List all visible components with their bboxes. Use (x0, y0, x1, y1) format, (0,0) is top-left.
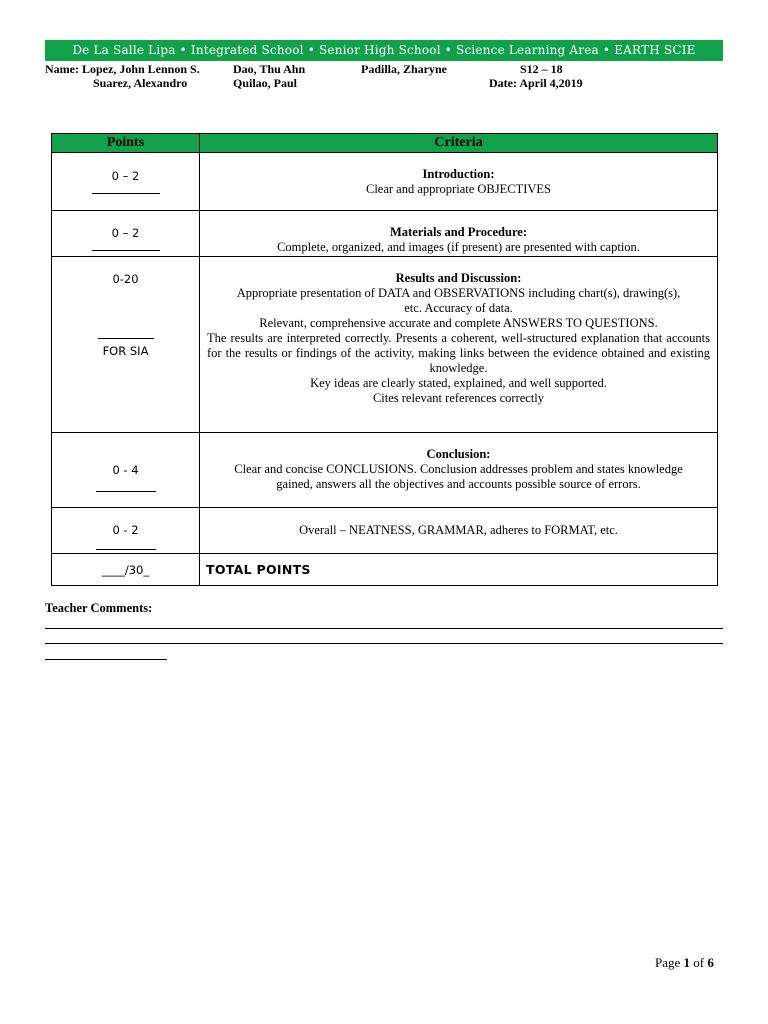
criteria-text: Complete, organized, and images (if present) are presented with caption. (277, 240, 640, 254)
member-5: Quilao, Paul (233, 76, 298, 90)
points-range: 0 - 4 (112, 463, 139, 477)
rubric-table (51, 133, 718, 586)
criteria-text: Relevant, comprehensive accurate and complete ANSWERS TO QUESTIONS. (259, 316, 658, 330)
score-blank[interactable] (92, 185, 160, 194)
criteria-text: Appropriate presentation of DATA and OBSERVATIONS including chart(s), drawing(s), etc. Accuracy of data. (236, 286, 681, 315)
points-cell (52, 433, 200, 508)
comment-line[interactable] (45, 659, 167, 660)
rubric-row-overall (52, 508, 718, 554)
rubric-row-conclusion (52, 433, 718, 508)
page-total: 6 (707, 955, 714, 970)
rubric-header-row (52, 134, 718, 153)
points-cell (52, 211, 200, 257)
name-label: Name: (45, 62, 79, 76)
criteria-text: Key ideas are clearly stated, explained, and well supported. (310, 376, 607, 390)
points-range: 0 – 2 (111, 226, 140, 240)
points-cell (52, 153, 200, 211)
page-indicator (655, 955, 714, 971)
criteria-text: Clear and concise CONCLUSIONS. Conclusion addresses problem and states knowledge gained, answers all the objectives and accounts possible source of errors. (234, 462, 683, 491)
criteria-cell (200, 433, 718, 508)
rubric-row-introduction (52, 153, 718, 211)
criteria-cell (200, 211, 718, 257)
rubric-row-results (52, 257, 718, 433)
criteria-title: Conclusion: (426, 447, 491, 461)
points-range: 0 - 2 (112, 523, 139, 537)
teacher-comments-label: Teacher Comments: (45, 601, 153, 615)
total-points-label: TOTAL POINTS (206, 561, 311, 577)
points-cell (52, 508, 200, 554)
criteria-column-header: Criteria (200, 134, 718, 153)
member-3: Padilla, Zharyne (361, 62, 448, 76)
date-line (489, 76, 583, 91)
member-2: Dao, Thu Ahn (233, 62, 306, 76)
name-label-line (45, 62, 200, 77)
section-code: S12 – 18 (520, 62, 563, 76)
score-blank[interactable] (92, 245, 160, 251)
criteria-title: Results and Discussion: (395, 271, 522, 285)
criteria-title: Materials and Procedure: (389, 225, 527, 239)
header-banner: De La Salle Lipa • Integrated School • Senior High School • Science Learning Area • EARTH SCIE (45, 40, 723, 61)
criteria-title: Introduction: (422, 167, 495, 181)
points-range: 0-20 (112, 272, 139, 286)
criteria-text: Clear and appropriate OBJECTIVES (365, 182, 552, 196)
date-label: Date: (489, 76, 517, 90)
page-of: of (693, 955, 705, 970)
total-points-blank: ____/30_ (101, 562, 150, 577)
page-prefix: Page (655, 955, 681, 970)
criteria-cell (200, 153, 718, 211)
points-cell (52, 257, 200, 433)
member-1: Lopez, John Lennon S. (81, 62, 200, 76)
comment-line[interactable] (45, 628, 723, 629)
criteria-cell (200, 257, 718, 433)
points-column-header: Points (52, 134, 200, 153)
score-blank[interactable] (96, 537, 156, 550)
score-blank[interactable] (96, 477, 156, 492)
date-value: April 4,2019 (519, 76, 583, 90)
member-4: Suarez, Alexandro (93, 76, 188, 90)
criteria-text: Overall – NEATNESS, GRAMMAR, adheres to FORMAT, etc. (299, 523, 618, 537)
comment-line[interactable] (45, 643, 723, 644)
criteria-text: The results are interpreted correctly. Presents a coherent, well-structured explanation that accounts for the results or findings of the activity, making links between the evidence obtained and existing knowledge. (207, 331, 710, 375)
points-range: 0 – 2 (111, 169, 140, 183)
points-note: FOR SIA (102, 344, 149, 358)
page-current: 1 (683, 955, 691, 970)
total-label-cell (200, 554, 718, 586)
rubric-row-materials (52, 211, 718, 257)
total-points-cell[interactable] (52, 554, 200, 586)
criteria-text: Cites relevant references correctly (372, 391, 545, 405)
criteria-cell (200, 508, 718, 554)
score-blank[interactable] (98, 286, 154, 339)
rubric-row-total (52, 554, 718, 586)
